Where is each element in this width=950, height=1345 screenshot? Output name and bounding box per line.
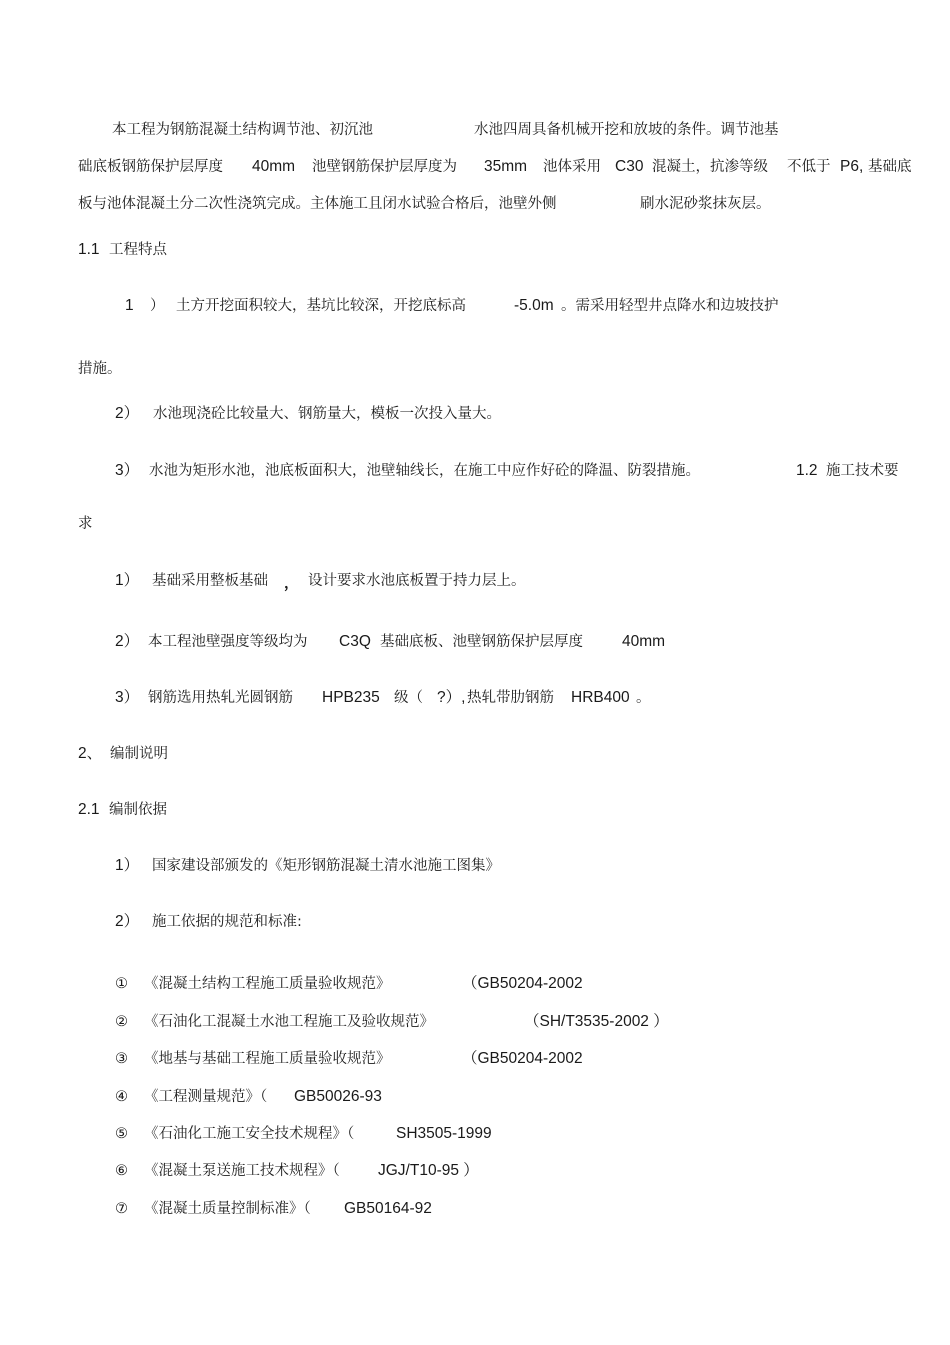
standard-2-mark: ② — [115, 1014, 128, 1030]
standard-6-mark: ⑥ — [115, 1163, 128, 1179]
requirement-2-text-b: 基础底板、池壁钢筋保护层厚度 — [380, 634, 583, 650]
requirement-2-grade: C3Q — [339, 633, 371, 650]
standard-7-code: GB50164-92 — [344, 1200, 432, 1217]
basis-2-text: 施工依据的规范和标准: — [152, 914, 302, 930]
section-2-number: 2、 — [78, 745, 103, 762]
intro-line-3b: 刷水泥砂浆抹灰层。 — [640, 196, 771, 212]
intro-line-2-seg-7: 混凝土，抗渗等级 — [652, 159, 768, 175]
requirement-3-grade-1: HPB235 — [322, 689, 380, 706]
intro-line-2-seg-4: 35mm — [484, 158, 528, 175]
intro-line-1b: 水池四周具备机械开挖和放坡的条件。调节池基 — [474, 122, 779, 138]
feature-3-number: 3） — [115, 462, 140, 479]
feature-1-text-a: 土方开挖面积较大，基坑比较深，开挖底标高 — [176, 298, 466, 314]
requirement-2-text-a: 本工程池壁强度等级均为 — [148, 634, 308, 650]
standard-6-code: JGJ/T10-95 ） — [378, 1162, 479, 1179]
requirement-3-text-c: 热轧带肋钢筋 — [467, 690, 554, 706]
feature-2-text: 水池现浇砼比较量大、钢筋量大，模板一次投入量大。 — [153, 406, 501, 422]
intro-line-2-seg-8: 不低于 — [787, 159, 831, 175]
requirement-3-text-b: 级（ — [394, 690, 423, 706]
requirement-1-text-b: 设计要求水池底板置于持力层上。 — [308, 573, 526, 589]
requirement-1-number: 1） — [115, 572, 140, 589]
standard-7-name: 《混凝土质量控制标准》（ — [144, 1201, 311, 1217]
standard-2-name: 《石油化工混凝土水池工程施工及验收规范》 — [144, 1014, 434, 1030]
intro-line-2-seg-3: 池壁钢筋保护层厚度为 — [312, 159, 457, 175]
intro-line-2-seg-10: 基础底 — [868, 159, 912, 175]
basis-2-number: 2） — [115, 913, 140, 930]
feature-1-continuation: 措施。 — [78, 361, 122, 377]
requirement-3-number: 3） — [115, 689, 140, 706]
requirement-2-value: 40mm — [622, 633, 666, 650]
basis-1-number: 1） — [115, 857, 140, 874]
requirement-3-end: 。 — [636, 690, 651, 706]
standard-1-mark: ① — [115, 976, 128, 992]
section-1-2-continuation: 求 — [78, 516, 93, 532]
intro-line-2-seg-9: P6, — [840, 158, 864, 175]
section-2-title: 编制说明 — [110, 746, 168, 762]
standard-3-name: 《地基与基础工程施工质量验收规范》 — [144, 1051, 391, 1067]
requirement-2-number: 2） — [115, 633, 140, 650]
feature-1-value: -5.0m — [514, 297, 554, 314]
section-2-1-number: 2.1 — [78, 801, 100, 818]
requirement-3-text-a: 钢筋选用热轧光圆钢筋 — [148, 690, 293, 706]
section-2-1-title: 编制依据 — [109, 802, 167, 818]
section-1-2-title: 施工技术要 — [826, 463, 899, 479]
feature-1-text-b: 。需采用轻型井点降水和边坡技护 — [561, 298, 779, 314]
standard-6-name: 《混凝土泵送施工技术规程》（ — [144, 1163, 340, 1179]
intro-line-1a: 本工程为钢筋混凝土结构调节池、初沉池 — [112, 122, 373, 138]
standard-5-mark: ⑤ — [115, 1126, 128, 1142]
requirement-1-comma: ， — [284, 576, 299, 592]
standard-5-code: SH3505-1999 — [396, 1125, 492, 1142]
standard-7-mark: ⑦ — [115, 1201, 128, 1217]
basis-1-text: 国家建设部颁发的《矩形钢筋混凝土清水池施工图集》 — [152, 858, 500, 874]
standard-3-mark: ③ — [115, 1051, 128, 1067]
standard-1-name: 《混凝土结构工程施工质量验收规范》 — [144, 976, 391, 992]
intro-line-2-seg-1: 础底板钢筋保护层厚度 — [78, 159, 223, 175]
feature-1-paren: ） — [150, 298, 165, 314]
feature-1-number: 1 — [125, 297, 134, 314]
intro-line-2-seg-2: 40mm — [252, 158, 296, 175]
requirement-3-grade-2: HRB400 — [571, 689, 630, 706]
standard-1-code: （GB50204-2002 — [462, 975, 583, 992]
section-1-1-number: 1.1 — [78, 241, 100, 258]
intro-line-2-seg-5: 池体采用 — [543, 159, 601, 175]
feature-3-text: 水池为矩形水池，池底板面积大，池壁轴线长，在施工中应作好砼的降温、防裂措施。 — [149, 463, 700, 479]
intro-line-3a: 板与池体混凝土分二次性浇筑完成。主体施工且闭水试验合格后，池壁外侧 — [78, 196, 557, 212]
section-1-2-number: 1.2 — [796, 462, 818, 479]
intro-line-2-seg-6: C30 — [615, 158, 644, 175]
standard-2-code: （SH/T3535-2002 ） — [524, 1013, 669, 1030]
requirement-1-text-a: 基础采用整板基础 — [152, 573, 268, 589]
standard-4-name: 《工程测量规范》（ — [144, 1089, 268, 1105]
standard-4-code: GB50026-93 — [294, 1088, 382, 1105]
section-1-1-title: 工程特点 — [109, 242, 167, 258]
feature-2-number: 2） — [115, 405, 140, 422]
requirement-3-symbol: ?）, — [437, 689, 466, 706]
standard-3-code: （GB50204-2002 — [462, 1050, 583, 1067]
standard-4-mark: ④ — [115, 1089, 128, 1105]
standard-5-name: 《石油化工施工安全技术规程》（ — [144, 1126, 355, 1142]
